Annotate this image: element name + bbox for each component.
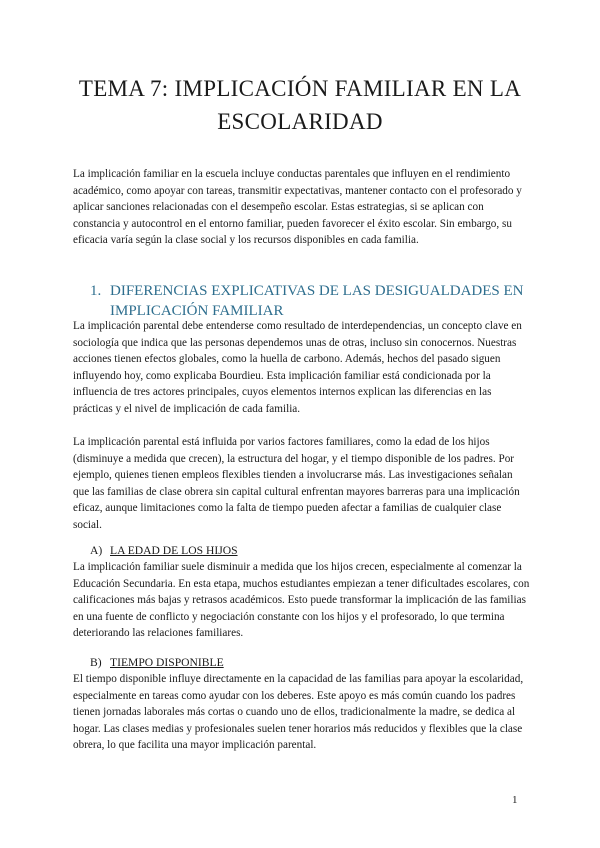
section-1-heading <box>90 281 530 321</box>
page-title: TEMA 7: IMPLICACIÓN FAMILIAR EN LA ESCOLARIDAD <box>78 76 522 134</box>
subsection-a-title: LA EDAD DE LOS HIJOS <box>110 544 238 557</box>
section-1-paragraph-1: La implicación parental debe entenderse como resultado de interdependencias, un concepto clave en sociología que indica que las personas dependemos unas de otras, incluso sin conocernos. Nuestras acciones tienen efectos globales, como la huella de carbono. Además, hechos del pasado siguen influyendo hoy, como explicaba Bourdieu. Esta implicación familiar está condicionada por la influencia de tres actores principales, cuyos elementos internos explican las diferencias en las prácticas y el nivel de implicación de cada familia. <box>73 320 522 415</box>
intro-paragraph: La implicación familiar en la escuela incluye conductas parentales que influyen en el rendimiento académico, como apoyar con tareas, transmitir expectativas, mantener contacto con el profesorado y aplicar sanciones relacionadas con el desempeño escolar. Estas estrategias, si se aplican con constancia y autocontrol en el entorno familiar, pueden favorecer el éxito escolar. Sin embargo, su eficacia varía según la clase social y los recursos disponibles en cada familia. <box>73 168 522 247</box>
subsection-a-letter: A) <box>90 544 103 557</box>
subsection-b-heading <box>90 655 224 671</box>
subsection-b-title: TIEMPO DISPONIBLE <box>110 656 224 669</box>
subsection-b-paragraph: El tiempo disponible influye directamente en la capacidad de las familias para apoyar la escolaridad, especialmente en tareas como ayudar con los deberes. Este apoyo es más común cuando los padres tienen jornadas laborales más cortas o cuando uno de ellos, tradicionalmente la madre, se dedica al hogar. Las clases medias y profesionales suelen tener horarios más reducidos y flexibles que la clase obrera, lo que facilita una mayor implicación parental. <box>73 673 524 752</box>
subsection-a-paragraph: La implicación familiar suele disminuir a medida que los hijos crecen, especialmente al comenzar la Educación Secundaria. En esta etapa, muchos estudiantes empiezan a tener dificultades escolares, con calificaciones más bajas y retrasos académicos. Esto puede transformar la implicación de las familias en una fuente de conflicto y negociación constante con los hijos y el profesorado, lo que termina deteriorando las relaciones familiares. <box>73 561 530 640</box>
section-1-number: 1. <box>90 283 102 299</box>
subsection-a-heading <box>90 543 238 559</box>
section-1-title: DIFERENCIAS EXPLICATIVAS DE LAS DESIGUALDADES EN IMPLICACIÓN FAMILIAR <box>110 283 524 319</box>
page-number: 1 <box>512 794 518 806</box>
section-1-paragraph-2: La implicación parental está influida por varios factores familiares, como la edad de los hijos (disminuye a medida que crecen), la estructura del hogar, y el tiempo disponible de los padres. Por ejemplo, quienes tienen empleos flexibles tienden a involucrarse más. Las investigaciones señalan que las familias de clase obrera sin capital cultural enfrentan mayores barreras para una implicación eficaz, aunque limitaciones como la falta de tiempo pueden afectar a familias de cualquier clase social. <box>73 436 520 531</box>
subsection-b-letter: B) <box>90 656 102 669</box>
